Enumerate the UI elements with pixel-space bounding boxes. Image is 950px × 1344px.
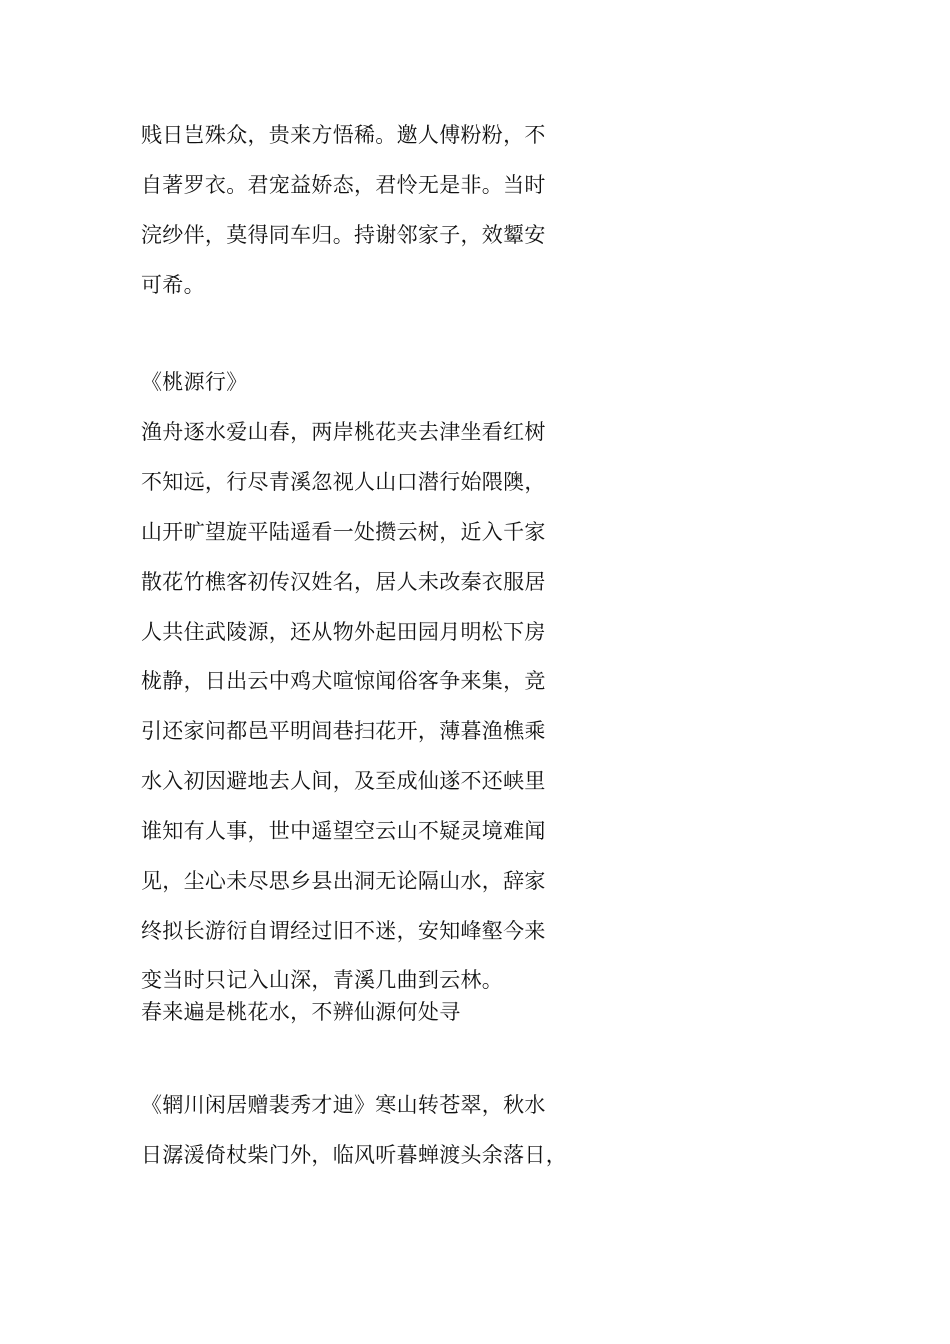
text-line: 水入初因避地去人间，及至成仙遂不还峡里 (141, 769, 546, 793)
text-line: 栊静，日出云中鸡犬喧惊闻俗客争来集，竞 (141, 669, 546, 693)
text-line: 渔舟逐水爱山春，两岸桃花夹去津坐看红树 (141, 420, 546, 444)
text-line: 春来遍是桃花水，不辨仙源何处寻 (141, 1000, 461, 1024)
text-line: 终拟长游衍自谓经过旧不迷，安知峰壑今来 (141, 919, 546, 943)
text-line: 散花竹樵客初传汉姓名，居人未改秦衣服居 (141, 570, 546, 594)
text-line: 自著罗衣。君宠益娇态，君怜无是非。当时 (141, 173, 546, 197)
text-line: 不知远，行尽青溪忽视人山口潜行始隈隩， (141, 470, 546, 494)
text-line: 谁知有人事，世中遥望空云山不疑灵境难闻 (141, 819, 546, 843)
text-line: 见，尘心未尽思乡县出洞无论隔山水，辞家 (141, 869, 546, 893)
text-line: 变当时只记入山深，青溪几曲到云林。 (141, 968, 504, 992)
text-line: 山开旷望旋平陆遥看一处攒云树，近入千家 (141, 520, 546, 544)
text-line: 《辋川闲居赠裴秀才迪》寒山转苍翠，秋水 (141, 1093, 546, 1117)
text-line: 日潺湲倚杖柴门外，临风听暮蝉渡头余落日， (141, 1143, 567, 1167)
text-line: 可希。 (141, 273, 205, 297)
text-line: 引还家问都邑平明闾巷扫花开，薄暮渔樵乘 (141, 719, 546, 743)
text-line: 人共住武陵源，还从物外起田园月明松下房 (141, 620, 546, 644)
text-line: 浣纱伴，莫得同车归。持谢邻家子，效颦安 (141, 223, 546, 247)
text-line: 贱日岂殊众，贵来方悟稀。邀人傅粉粉，不 (141, 123, 546, 147)
poem-title: 《桃源行》 (141, 370, 248, 394)
